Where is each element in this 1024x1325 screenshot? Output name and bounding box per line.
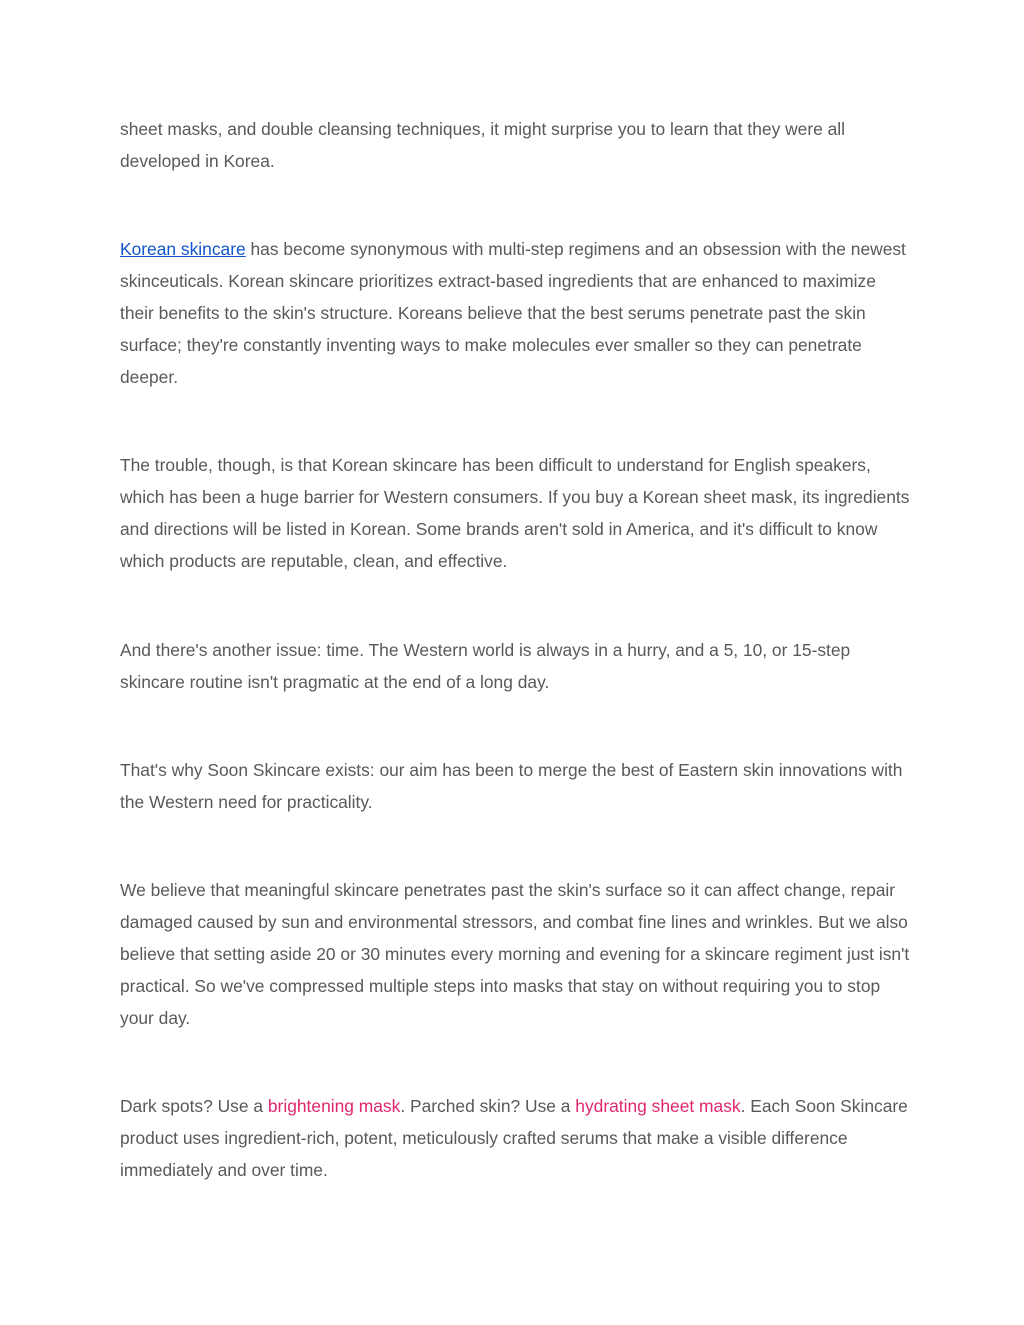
paragraph-2 (120, 233, 910, 393)
paragraph-2-text: has become synonymous with multi-step regimens and an obsession with the newest skinceuticals. Korean skincare prioritizes extract-based ingredients that are enhanced to maximize their benefits to the skin's structure. Koreans believe that the best serums penetrate past the skin surface; they're constantly inventing ways to make molecules ever smaller so they can penetrate deeper. (120, 239, 906, 387)
paragraph-5 (120, 754, 910, 818)
paragraph-6-text: We believe that meaningful skincare penetrates past the skin's surface so it can affect change, repair damaged caused by sun and environmental stressors, and combat fine lines and wrinkles. But we also believe that setting aside 20 or 30 minutes every morning and evening for a skincare regiment just isn't practical. So we've compressed multiple steps into masks that stay on without requiring you to stop your day. (120, 880, 910, 1028)
paragraph-5-text: That's why Soon Skincare exists: our aim has been to merge the best of Eastern skin innovations with the Western need for practicality. (120, 760, 903, 812)
paragraph-3 (120, 449, 910, 577)
document-body (120, 113, 910, 1186)
brightening-mask-link[interactable]: brightening mask (267, 1096, 401, 1116)
paragraph-7-text-b: . Parched skin? Use a (400, 1096, 576, 1116)
paragraph-7-text-c: . Each Soon Skincare product uses ingredient-rich, potent, meticulously crafted serums that make a visible difference immediately and over time. (120, 1096, 908, 1180)
paragraph-1 (120, 113, 910, 177)
hydrating-sheet-mask-link[interactable]: hydrating sheet mask (575, 1096, 741, 1116)
paragraph-7-text-a: Dark spots? Use a (120, 1096, 268, 1116)
paragraph-7 (120, 1090, 910, 1186)
paragraph-4 (120, 634, 910, 698)
paragraph-6 (120, 874, 910, 1034)
paragraph-4-text: And there's another issue: time. The Western world is always in a hurry, and a 5, 10, or 15-step skincare routine isn't pragmatic at the end of a long day. (120, 640, 851, 692)
korean-skincare-link[interactable]: Korean skincare (120, 239, 246, 259)
paragraph-1-text: sheet masks, and double cleansing techniques, it might surprise you to learn that they were all developed in Korea. (120, 119, 846, 171)
paragraph-3-text: The trouble, though, is that Korean skincare has been difficult to understand for English speakers, which has been a huge barrier for Western consumers. If you buy a Korean sheet mask, its ingredients and directions will be listed in Korean. Some brands aren't sold in America, and it's difficult to know which products are reputable, clean, and effective. (120, 455, 910, 571)
